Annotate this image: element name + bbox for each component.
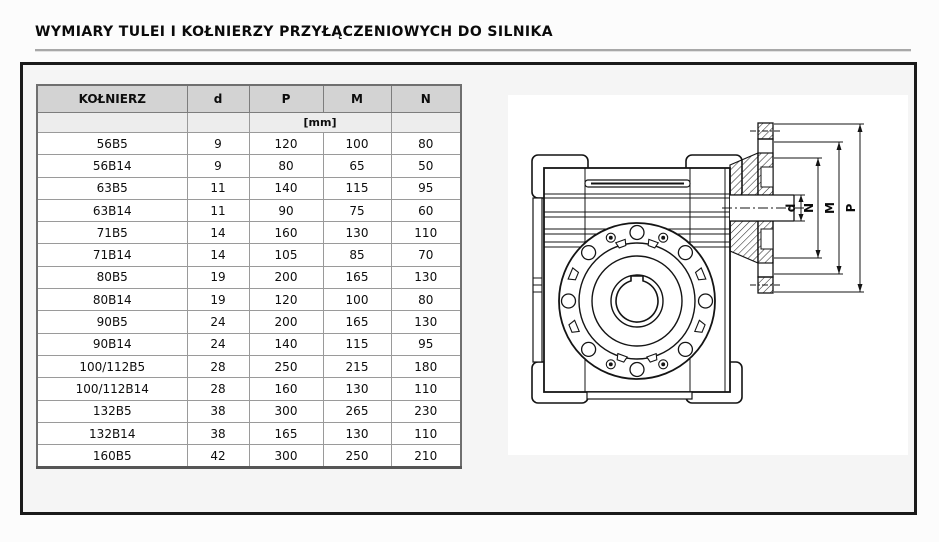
unit-cell: [mm] — [249, 113, 391, 133]
flange-name-cell: 63B14 — [37, 199, 187, 221]
dimension-value-cell: 300 — [249, 400, 323, 422]
flange-name-cell: 100/112B14 — [37, 378, 187, 400]
dimension-value-cell: 160 — [249, 378, 323, 400]
dimension-value-cell: 110 — [391, 378, 461, 400]
dimension-value-cell: 38 — [187, 422, 249, 444]
dimension-value-cell: 160 — [249, 222, 323, 244]
dimension-value-cell: 250 — [249, 355, 323, 377]
col-header-n: N — [391, 85, 461, 113]
header-row — [37, 85, 461, 113]
flange-name-cell: 160B5 — [37, 445, 187, 468]
dimension-value-cell: 130 — [323, 422, 391, 444]
table-row — [37, 355, 461, 377]
dimension-value-cell: 265 — [323, 400, 391, 422]
dimension-value-cell: 19 — [187, 266, 249, 288]
table-header — [37, 85, 461, 133]
table-row — [37, 289, 461, 311]
dimension-value-cell: 38 — [187, 400, 249, 422]
dim-label-n: N — [802, 202, 816, 214]
flange-name-cell: 63B5 — [37, 177, 187, 199]
col-header-m: M — [323, 85, 391, 113]
dimension-value-cell: 60 — [391, 199, 461, 221]
flange-name-cell: 90B14 — [37, 333, 187, 355]
dimension-value-cell: 300 — [249, 445, 323, 468]
table-row — [37, 177, 461, 199]
dimension-value-cell: 14 — [187, 222, 249, 244]
table-row — [37, 333, 461, 355]
dimension-value-cell: 115 — [323, 333, 391, 355]
dimension-value-cell: 80 — [249, 155, 323, 177]
dimension-value-cell: 9 — [187, 133, 249, 155]
flange-name-cell: 71B14 — [37, 244, 187, 266]
dimension-value-cell: 165 — [323, 311, 391, 333]
dimension-value-cell: 85 — [323, 244, 391, 266]
dimension-value-cell: 115 — [323, 177, 391, 199]
flange-name-cell: 56B5 — [37, 133, 187, 155]
dimension-value-cell: 215 — [323, 355, 391, 377]
dimension-value-cell: 210 — [391, 445, 461, 468]
col-header-d: d — [187, 85, 249, 113]
left-strip — [533, 198, 542, 362]
dimension-value-cell: 14 — [187, 244, 249, 266]
table-row — [37, 222, 461, 244]
dimension-value-cell: 95 — [391, 333, 461, 355]
dimension-value-cell: 200 — [249, 266, 323, 288]
dimension-value-cell: 80 — [391, 289, 461, 311]
flange-name-cell: 100/112B5 — [37, 355, 187, 377]
table-row — [37, 133, 461, 155]
dimension-value-cell: 130 — [323, 378, 391, 400]
table-row — [37, 422, 461, 444]
unit-cell-empty — [187, 113, 249, 133]
dimension-value-cell: 28 — [187, 378, 249, 400]
dimension-value-cell: 65 — [323, 155, 391, 177]
dim-label-d: d — [784, 203, 798, 213]
table-row — [37, 199, 461, 221]
dimension-value-cell: 24 — [187, 333, 249, 355]
dimension-value-cell: 120 — [249, 289, 323, 311]
table-row — [37, 445, 461, 468]
flange-name-cell: 132B14 — [37, 422, 187, 444]
dimension-value-cell: 180 — [391, 355, 461, 377]
unit-cell-empty — [391, 113, 461, 133]
dimension-value-cell: 70 — [391, 244, 461, 266]
col-header-p: P — [249, 85, 323, 113]
dim-label-p: P — [844, 203, 858, 213]
flange-name-cell: 132B5 — [37, 400, 187, 422]
output-flange — [559, 223, 715, 379]
table-row — [37, 378, 461, 400]
dimension-value-cell: 28 — [187, 355, 249, 377]
content-box — [20, 62, 917, 515]
dimension-value-cell: 80 — [391, 133, 461, 155]
dimensions-table — [36, 84, 462, 469]
dimension-value-cell: 120 — [249, 133, 323, 155]
dimension-value-cell: 9 — [187, 155, 249, 177]
flange-name-cell: 71B5 — [37, 222, 187, 244]
dim-label-m: M — [823, 202, 837, 214]
dimension-value-cell: 50 — [391, 155, 461, 177]
dimension-value-cell: 100 — [323, 289, 391, 311]
dimension-value-cell: 165 — [249, 422, 323, 444]
dimension-value-cell: 100 — [323, 133, 391, 155]
page-title: WYMIARY TULEI I KOŁNIERZY PRZYŁĄCZENIOWYCH DO SILNIKA — [35, 24, 554, 40]
dimension-value-cell: 11 — [187, 199, 249, 221]
flange-name-cell: 56B14 — [37, 155, 187, 177]
dimension-value-cell: 130 — [391, 311, 461, 333]
unit-row — [37, 113, 461, 133]
table-row — [37, 244, 461, 266]
dimension-value-cell: 250 — [323, 445, 391, 468]
dimension-value-cell: 110 — [391, 422, 461, 444]
dimension-value-cell: 110 — [391, 222, 461, 244]
dimension-value-cell: 130 — [391, 266, 461, 288]
col-header-kolnierz: KOŁNIERZ — [37, 85, 187, 113]
unit-cell-empty — [37, 113, 187, 133]
dimension-value-cell: 24 — [187, 311, 249, 333]
table-row — [37, 311, 461, 333]
gearbox-drawing — [508, 95, 908, 455]
dimension-value-cell: 140 — [249, 177, 323, 199]
table-row — [37, 400, 461, 422]
table-body — [37, 133, 461, 468]
dimension-value-cell: 165 — [323, 266, 391, 288]
dimension-value-cell: 230 — [391, 400, 461, 422]
dimension-value-cell: 95 — [391, 177, 461, 199]
title-rule — [35, 49, 911, 52]
flange-name-cell: 80B5 — [37, 266, 187, 288]
flange-name-cell: 90B5 — [37, 311, 187, 333]
dimension-value-cell: 130 — [323, 222, 391, 244]
dimension-value-cell: 105 — [249, 244, 323, 266]
dimension-value-cell: 90 — [249, 199, 323, 221]
dimension-value-cell: 19 — [187, 289, 249, 311]
dimension-value-cell: 75 — [323, 199, 391, 221]
dimension-value-cell: 200 — [249, 311, 323, 333]
table-row — [37, 155, 461, 177]
gearbox-drawing-svg — [508, 95, 908, 455]
dimension-value-cell: 11 — [187, 177, 249, 199]
flange-name-cell: 80B14 — [37, 289, 187, 311]
bottom-bar — [587, 392, 692, 399]
dimension-lines — [774, 124, 864, 292]
dimension-value-cell: 42 — [187, 445, 249, 468]
table-row — [37, 266, 461, 288]
dimension-value-cell: 140 — [249, 333, 323, 355]
